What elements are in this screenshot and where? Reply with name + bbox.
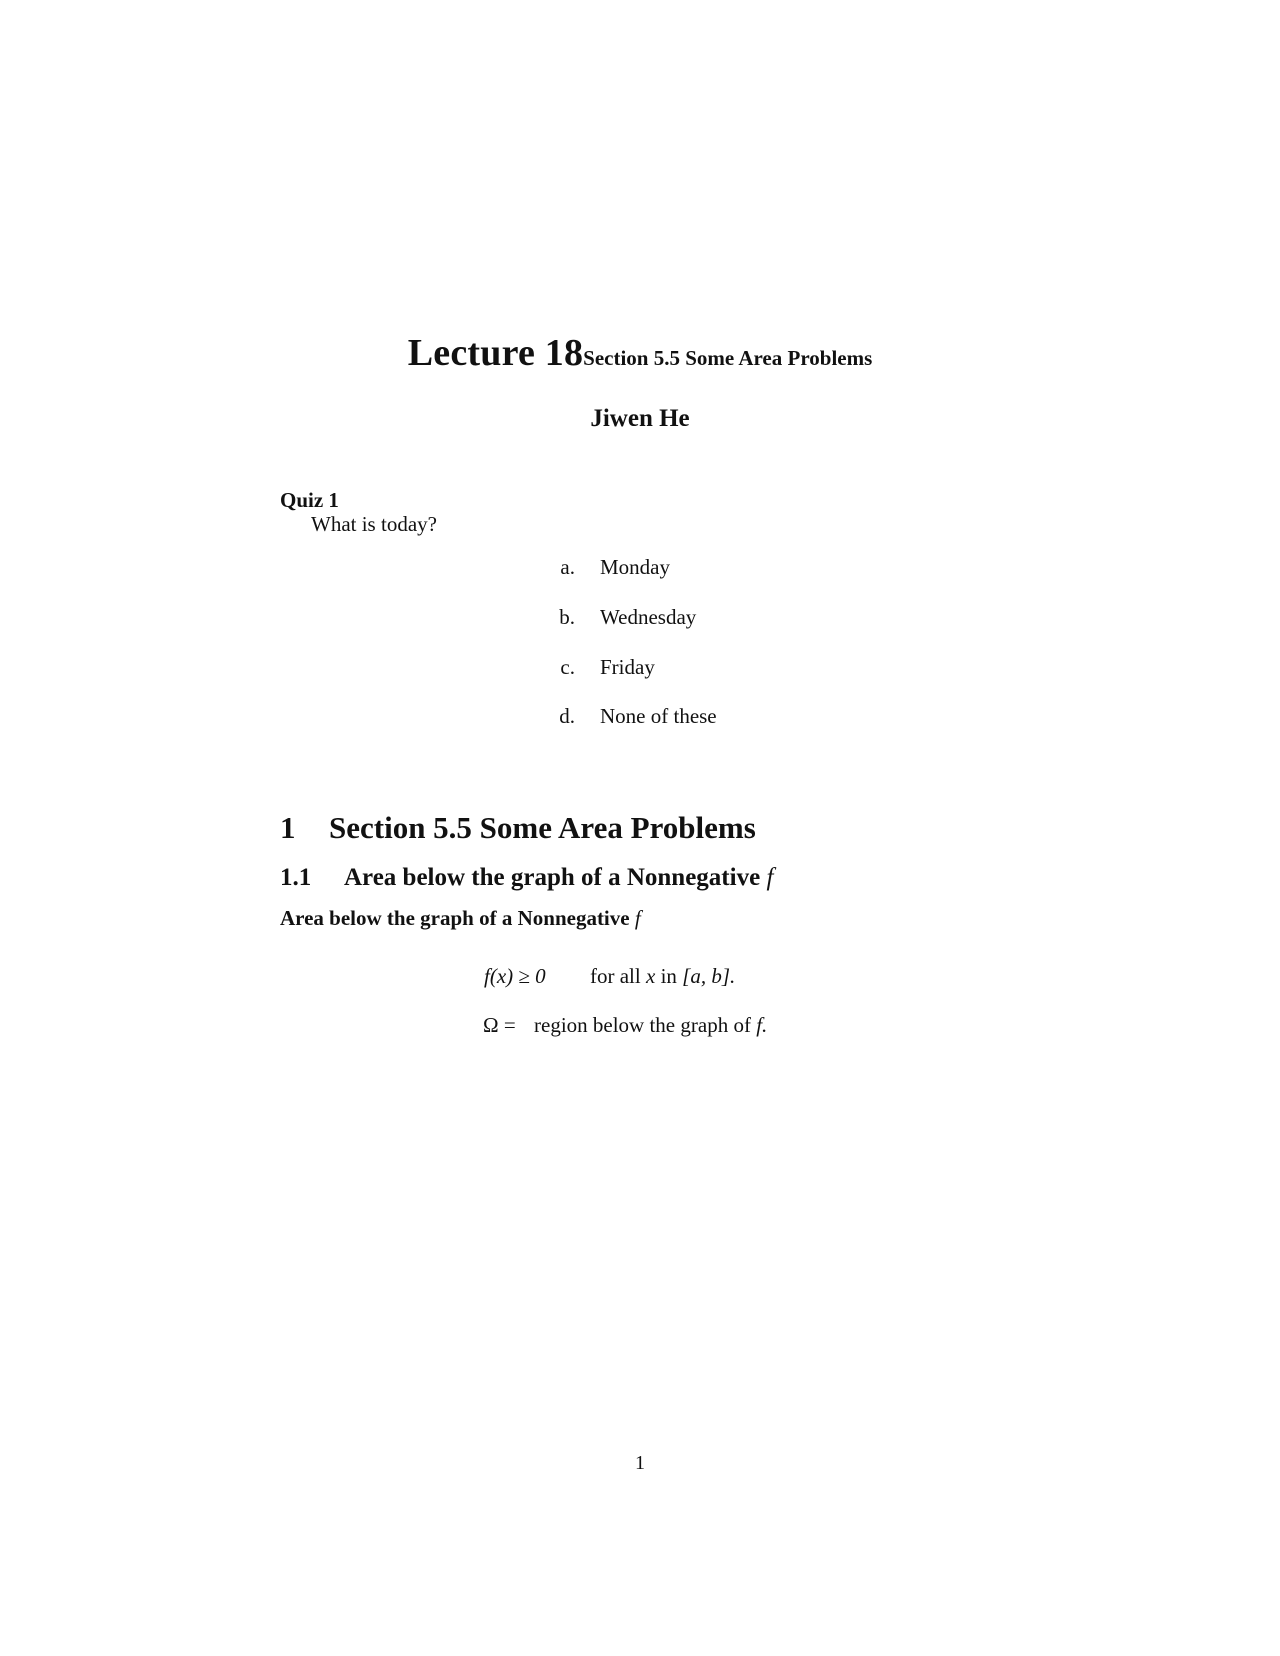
document-title <box>0 331 1280 375</box>
option-text-d: None of these <box>600 704 717 728</box>
option-text-a: Monday <box>600 555 670 579</box>
quiz-label: Quiz 1 <box>280 488 339 512</box>
equation-2-rhs-text: region below the graph of <box>534 1013 751 1037</box>
section-title: Section 5.5 Some Area Problems <box>329 810 756 845</box>
quiz-question: What is today? <box>311 512 437 536</box>
equation-1-rhs-interval: [a, b]. <box>682 964 736 988</box>
option-letter-d: d. <box>559 704 575 728</box>
subsection-title <box>344 864 773 892</box>
paragraph-heading-symbol: f <box>634 906 641 930</box>
author-name: Jiwen He <box>590 405 690 432</box>
option-text-c: Friday <box>600 655 655 679</box>
paragraph-heading <box>280 906 641 931</box>
subsection-title-text: Area below the graph of a Nonnegative <box>344 864 761 891</box>
option-letter-b: b. <box>559 605 575 629</box>
equation-2-lhs: Ω = <box>483 1013 516 1037</box>
equation-1-lhs-expr: f(x) ≥ 0 <box>484 964 546 988</box>
subsection-number: 1.1 <box>280 864 312 891</box>
lecture-subtitle: Section 5.5 Some Area Problems <box>583 346 873 370</box>
equation-1-rhs-in: in <box>660 964 677 988</box>
equation-1-lhs <box>484 964 546 989</box>
section-number: 1 <box>280 810 296 845</box>
option-letter-a: a. <box>560 555 575 579</box>
equation-1-rhs <box>590 964 735 989</box>
equation-1-rhs-var: x <box>645 964 656 988</box>
paragraph-heading-text: Area below the graph of a Nonnegative <box>280 906 630 930</box>
equation-1-rhs-text: for all <box>590 964 641 988</box>
option-letter-c: c. <box>560 655 575 679</box>
lecture-title: Lecture 18 <box>407 332 584 374</box>
equation-2-rhs <box>534 1013 767 1038</box>
subsection-title-symbol: f <box>766 864 774 891</box>
option-text-b: Wednesday <box>600 605 697 629</box>
equation-2-rhs-var: f. <box>756 1013 768 1037</box>
page-number: 1 <box>635 1452 645 1474</box>
